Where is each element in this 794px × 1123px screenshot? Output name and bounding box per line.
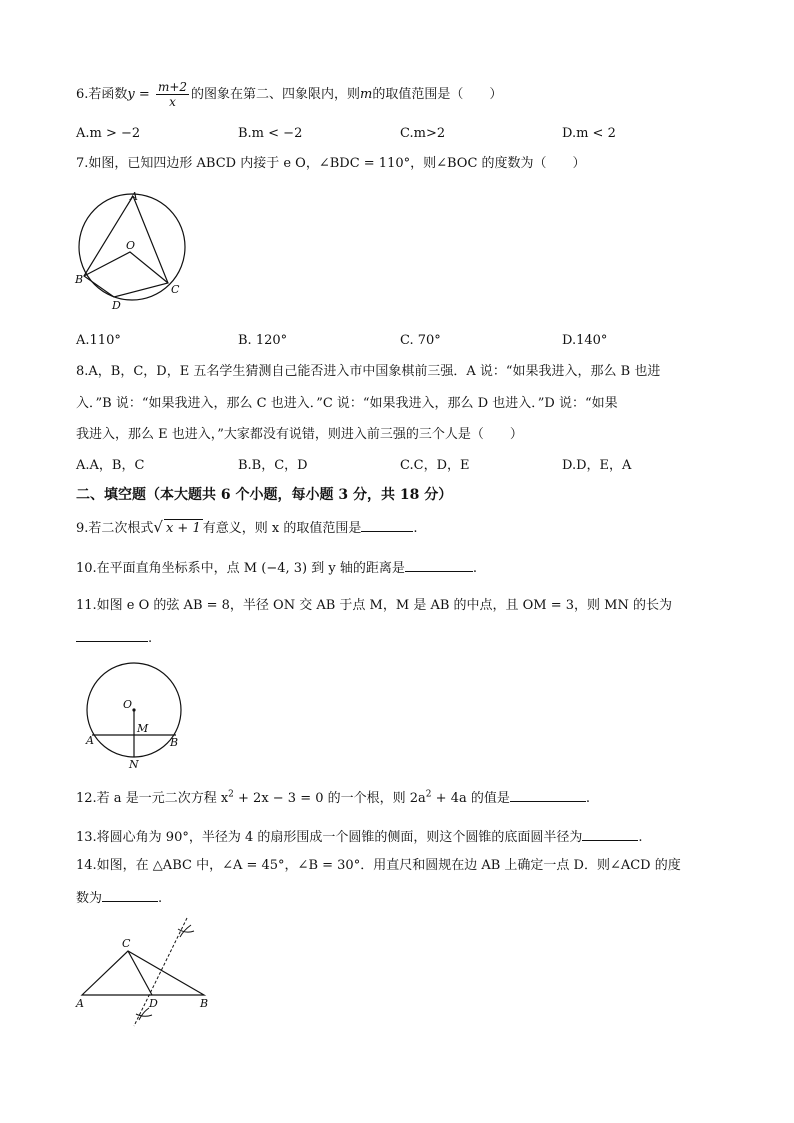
q6-y: y bbox=[127, 87, 135, 102]
q13-answer-blank[interactable] bbox=[582, 828, 638, 841]
q14-arc-bottom-2 bbox=[139, 1008, 149, 1020]
q7-option-c: C. 70° bbox=[400, 333, 441, 348]
q11-end: . bbox=[148, 631, 153, 646]
q7-label-c: C bbox=[171, 283, 180, 296]
q14-answer-blank[interactable] bbox=[102, 889, 158, 902]
q6-fraction bbox=[156, 80, 189, 109]
q11-label-b: B bbox=[170, 736, 179, 749]
q7-option-b: B. 120° bbox=[238, 333, 288, 348]
section-2-heading: 二、填空题（本大题共 6 个小题，每小题 3 分，共 18 分） bbox=[76, 487, 453, 503]
q13-end: . bbox=[638, 830, 643, 845]
q12-sup-1: 2 bbox=[228, 789, 234, 800]
q7-option-d: D.140° bbox=[562, 333, 608, 348]
q11-circle-figure bbox=[80, 658, 200, 774]
q7-label-b: B bbox=[75, 273, 84, 286]
q8-option-d: D.D，E，A bbox=[562, 458, 632, 473]
q12-mid-1: + 2x − 3 = 0 的一个根，则 2a bbox=[233, 791, 426, 806]
q6-option-c: C.m>2 bbox=[400, 126, 446, 141]
q11-label-a: A bbox=[86, 734, 94, 747]
q6-m: m bbox=[360, 87, 373, 102]
q6-suffix: 的取值范围是（ ） bbox=[372, 87, 503, 102]
q11-label-m: M bbox=[137, 722, 149, 735]
q14-end: . bbox=[158, 891, 163, 906]
q9-end: . bbox=[413, 521, 418, 536]
question-11-line-1: 11.如图 e O 的弦 AB = 8，半径 ON 交 AB 于点 M，M 是 AB 的中点，且 OM = 3，则 MN 的长为 bbox=[76, 598, 673, 613]
q10-end: . bbox=[472, 561, 477, 576]
q6-prefix: 6.若函数 bbox=[76, 87, 128, 102]
q14-triangle-abc bbox=[82, 951, 204, 995]
q9-suffix: 有意义，则 x 的取值范围是 bbox=[202, 521, 362, 536]
q10-answer-blank[interactable] bbox=[405, 559, 473, 572]
question-8-line-3: 我进入，那么 E 也进入，”大家都没有说错，则进入前三强的三个人是（ ） bbox=[76, 427, 523, 442]
question-12 bbox=[76, 789, 590, 808]
q7-option-a: A.110° bbox=[76, 333, 121, 348]
question-13 bbox=[76, 828, 643, 847]
q10-text: 10.在平面直角坐标系中，点 M (−4, 3) 到 y 轴的距离是 bbox=[76, 561, 405, 576]
question-10 bbox=[76, 559, 477, 578]
q14-arc-bottom-1 bbox=[136, 1014, 152, 1016]
question-14-line-1: 14.如图，在 △ABC 中，∠A = 45°，∠B = 30°．用直尺和圆规在边 AB 上确定一点 D．则∠ACD 的度 bbox=[76, 858, 681, 873]
question-9 bbox=[76, 518, 417, 538]
q11-center-dot bbox=[132, 708, 135, 711]
question-6 bbox=[76, 80, 502, 109]
q6-mid: 的图象在第二、四象限内，则 bbox=[191, 87, 361, 102]
q14-label-d: D bbox=[149, 997, 158, 1010]
q9-prefix: 9.若二次根式 bbox=[76, 521, 154, 536]
sqrt-sign: √ bbox=[153, 518, 163, 536]
q14-triangle-figure bbox=[70, 914, 220, 1036]
question-7: 7.如图，已知四边形 ABCD 内接于 e O，∠BDC = 110°，则∠BOC 的度数为（ ） bbox=[76, 156, 586, 171]
q7-circle-figure bbox=[70, 185, 220, 315]
question-8-line-1: 8.A，B，C，D，E 五名学生猜测自己能否进入市中国象棋前三强．A 说：“如果我进入，那么 B 也进 bbox=[76, 364, 661, 379]
q7-label-d: D bbox=[112, 299, 121, 312]
q11-answer-blank[interactable] bbox=[76, 629, 148, 642]
q14-label-a: A bbox=[76, 997, 84, 1010]
q9-radicand: x + 1 bbox=[165, 521, 201, 536]
question-14-line-2 bbox=[76, 889, 162, 908]
q11-label-n: N bbox=[129, 758, 139, 771]
q8-option-c: C.C，D，E bbox=[400, 458, 470, 473]
q14-line-2-text: 数为 bbox=[76, 891, 103, 906]
q8-option-a: A.A，B，C bbox=[76, 458, 145, 473]
q6-option-d: D.m < 2 bbox=[562, 126, 616, 141]
q8-option-b: B.B，C，D bbox=[238, 458, 308, 473]
q13-text: 13.将圆心角为 90°，半径为 4 的扇形围成一个圆锥的侧面，则这个圆锥的底面圆半径为 bbox=[76, 830, 583, 845]
question-8-line-2: 入．”B 说：“如果我进入，那么 C 也进入．”C 说：“如果我进入，那么 D 也进入．”D 说：“如果 bbox=[76, 396, 618, 411]
q14-label-b: B bbox=[200, 997, 209, 1010]
q11-label-o: O bbox=[123, 698, 133, 711]
q12-end: . bbox=[585, 791, 590, 806]
q6-eq: = bbox=[134, 87, 154, 102]
q6-numerator: m+2 bbox=[157, 80, 188, 94]
q6-option-a: A.m > −2 bbox=[76, 126, 141, 141]
q12-mid-2: + 4a 的值是 bbox=[431, 791, 510, 806]
q6-denominator: x bbox=[169, 95, 176, 109]
q7-label-o: O bbox=[126, 239, 136, 252]
question-11-line-2 bbox=[76, 629, 152, 648]
q12-prefix: 12.若 a 是一元二次方程 x bbox=[76, 791, 229, 806]
q9-answer-blank[interactable] bbox=[361, 519, 413, 532]
q7-label-a: A bbox=[130, 190, 138, 203]
q14-bisector-line bbox=[134, 918, 187, 1026]
q14-label-c: C bbox=[122, 937, 131, 950]
q12-answer-blank[interactable] bbox=[510, 789, 586, 802]
q7-radii bbox=[84, 252, 168, 283]
q12-sup-2: 2 bbox=[425, 789, 432, 800]
q6-option-b: B.m < −2 bbox=[238, 126, 303, 141]
